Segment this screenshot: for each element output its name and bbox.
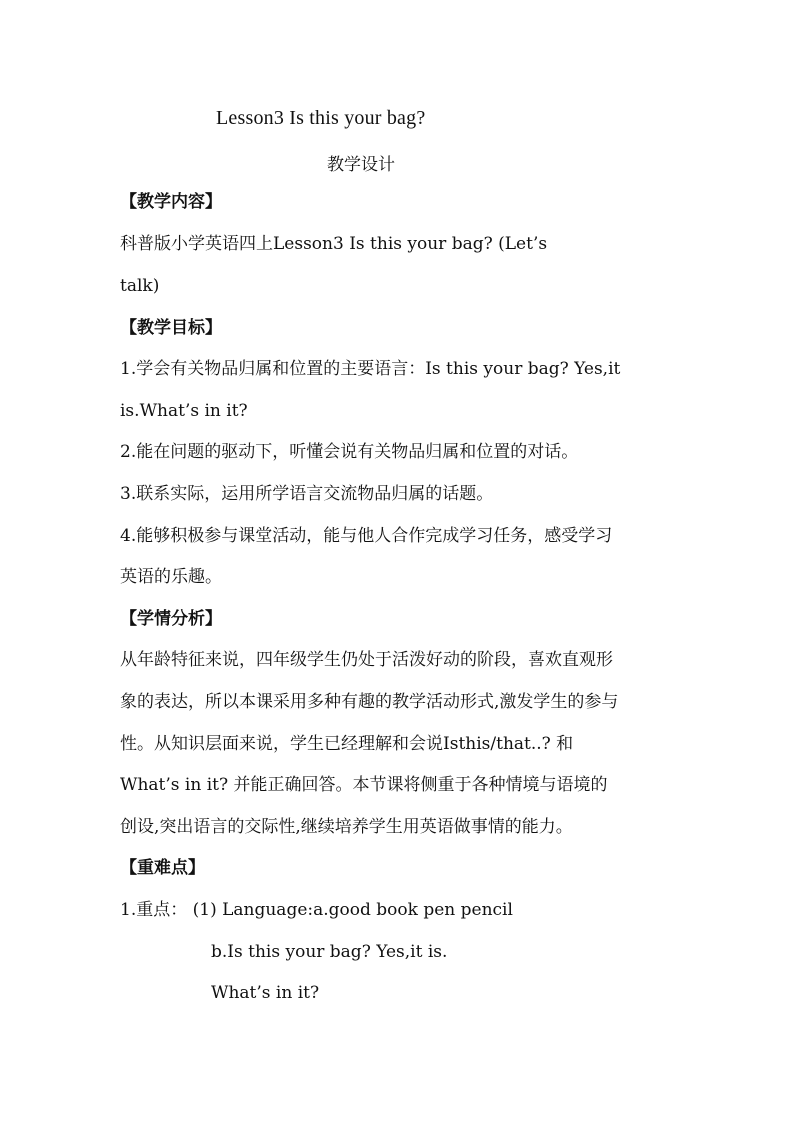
- goals-line-5: 4.能够积极参与课堂活动，能与他人合作完成学习任务，感受学习: [120, 526, 613, 546]
- keypoints-line-3: What’s in it?: [211, 983, 320, 1003]
- analysis-line-2: 象的表达，所以本课采用多种有趣的教学活动形式,激发学生的参与: [120, 692, 619, 712]
- analysis-line-4: What’s in it? 并能正确回答。本节课将侧重于各种情境与语境的: [120, 775, 608, 795]
- content-line-2: talk): [120, 276, 160, 296]
- section-heading-analysis: 【学情分析】: [120, 609, 222, 629]
- analysis-line-5: 创设,突出语言的交际性,继续培养学生用英语做事情的能力。: [120, 817, 573, 837]
- goals-line-2: is.What’s in it?: [120, 401, 248, 421]
- section-heading-keypoints: 【重难点】: [120, 858, 205, 878]
- page-title: Lesson3 Is this your bag?: [216, 107, 426, 129]
- analysis-line-1: 从年龄特征来说，四年级学生仍处于活泼好动的阶段，喜欢直观形: [120, 650, 613, 670]
- goals-line-3: 2.能在问题的驱动下，听懂会说有关物品归属和位置的对话。: [120, 442, 579, 462]
- goals-line-4: 3.联系实际，运用所学语言交流物品归属的话题。: [120, 484, 494, 504]
- analysis-line-3: 性。从知识层面来说，学生已经理解和会说Isthis/that..? 和: [120, 734, 574, 754]
- keypoints-line-2: b.Is this your bag? Yes,it is.: [211, 942, 448, 962]
- goals-line-1: 1.学会有关物品归属和位置的主要语言：Is this your bag? Yes,it: [120, 359, 621, 379]
- keypoints-line-1: 1.重点： (1) Language:a.good book pen pencil: [120, 900, 513, 920]
- section-heading-goals: 【教学目标】: [120, 318, 222, 338]
- page-subtitle: 教学设计: [327, 155, 395, 175]
- section-heading-content: 【教学内容】: [120, 192, 222, 212]
- goals-line-6: 英语的乐趣。: [120, 567, 222, 587]
- content-line-1: 科普版小学英语四上Lesson3 Is this your bag? (Let’s: [120, 234, 548, 254]
